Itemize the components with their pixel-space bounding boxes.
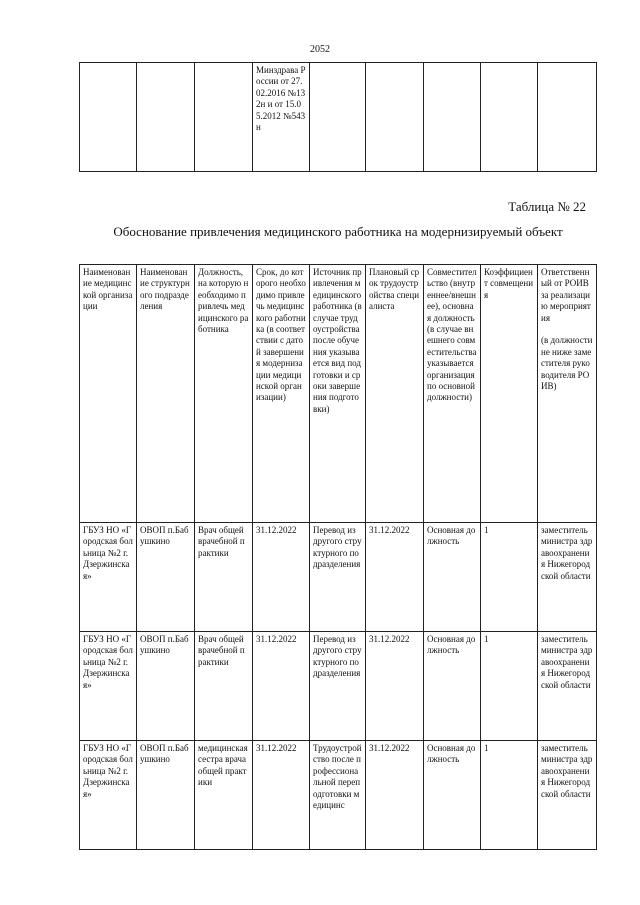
column-header: Срок, до которого необходимо привлечь медицинского работника (в соответствии с датой завершения модернизации медицинской организации) bbox=[253, 265, 310, 523]
table-cell: Перевод из другого структурного подразделения bbox=[310, 523, 366, 632]
table-row bbox=[80, 632, 597, 741]
table-cell: заместитель министра здравоохранения Нижегородской области bbox=[538, 632, 597, 741]
table-cell bbox=[481, 63, 538, 172]
table-cell: 31.12.2022 bbox=[253, 523, 310, 632]
table-cell: Перевод из другого структурного подразделения bbox=[310, 632, 366, 741]
table-header-row bbox=[80, 265, 597, 523]
continued-table-fragment bbox=[79, 62, 597, 172]
table-number-label: Таблица № 22 bbox=[508, 199, 586, 214]
table-cell: 31.12.2022 bbox=[253, 741, 310, 850]
table-cell: 31.12.2022 bbox=[366, 632, 424, 741]
table-cell: 31.12.2022 bbox=[366, 741, 424, 850]
table-cell bbox=[424, 63, 481, 172]
table-cell bbox=[538, 63, 597, 172]
table-cell: Минздрава России от 27.02.2016 №132н и от 15.05.2012 №543н bbox=[253, 63, 310, 172]
table-cell: Врач общей врачебной практики bbox=[195, 523, 253, 632]
table-cell: Трудоустройство после профессиональной переподготовки медицинс bbox=[310, 741, 366, 850]
column-header: Наименование структурного подразделения bbox=[137, 265, 195, 523]
column-header: Наименование медицинской организации bbox=[80, 265, 137, 523]
table-cell: 1 bbox=[481, 741, 538, 850]
table-cell: заместитель министра здравоохранения Нижегородской области bbox=[538, 741, 597, 850]
table-cell: 31.12.2022 bbox=[366, 523, 424, 632]
table-row bbox=[80, 523, 597, 632]
table-cell: ГБУЗ НО «Городская больница №2 г.Дзержинская» bbox=[80, 632, 137, 741]
table-row bbox=[80, 741, 597, 850]
table-cell: ОВОП п.Бабушкино bbox=[137, 523, 195, 632]
table-cell: ОВОП п.Бабушкино bbox=[137, 632, 195, 741]
column-header: Коэффициент совмещения bbox=[481, 265, 538, 523]
table-cell bbox=[310, 63, 366, 172]
column-header: Источник привлечения медицинского работника (в случае трудоустройства после обучения указывается вид подготовки и сроки завершения подготовки) bbox=[310, 265, 366, 523]
table-cell: Основная должность bbox=[424, 741, 481, 850]
table-cell bbox=[137, 63, 195, 172]
table-cell: Основная должность bbox=[424, 632, 481, 741]
table-cell: 31.12.2022 bbox=[253, 632, 310, 741]
table-cell: ГБУЗ НО «Городская больница №2 г.Дзержинская» bbox=[80, 741, 137, 850]
table-cell: Врач общей врачебной практики bbox=[195, 632, 253, 741]
column-header: Должность, на которую необходимо привлечь медицинского работника bbox=[195, 265, 253, 523]
table-cell bbox=[195, 63, 253, 172]
table-row bbox=[80, 63, 597, 172]
table-cell bbox=[80, 63, 137, 172]
column-header: Совместительство (внутреннее/внешнее), основная должность (в случае внешнего совместительства указывается организация по основной должности) bbox=[424, 265, 481, 523]
table-cell: Основная должность bbox=[424, 523, 481, 632]
column-header: Плановый срок трудоустройства специалиста bbox=[366, 265, 424, 523]
table-title: Обоснование привлечения медицинского работника на модернизируемый объект bbox=[113, 224, 563, 239]
table-cell bbox=[366, 63, 424, 172]
justification-table bbox=[79, 264, 597, 850]
column-header: Ответственный от РОИВ за реализацию мероприятия (в должности не ниже заместителя руководителя РОИВ) bbox=[538, 265, 597, 523]
table-cell: 1 bbox=[481, 632, 538, 741]
page-number: 2052 bbox=[310, 44, 330, 55]
table-cell: заместитель министра здравоохранения Нижегородской области bbox=[538, 523, 597, 632]
table-cell: ОВОП п.Бабушкино bbox=[137, 741, 195, 850]
table-cell: медицинская сестра врача общей практики bbox=[195, 741, 253, 850]
table-cell: ГБУЗ НО «Городская больница №2 г.Дзержинская» bbox=[80, 523, 137, 632]
table-cell: 1 bbox=[481, 523, 538, 632]
